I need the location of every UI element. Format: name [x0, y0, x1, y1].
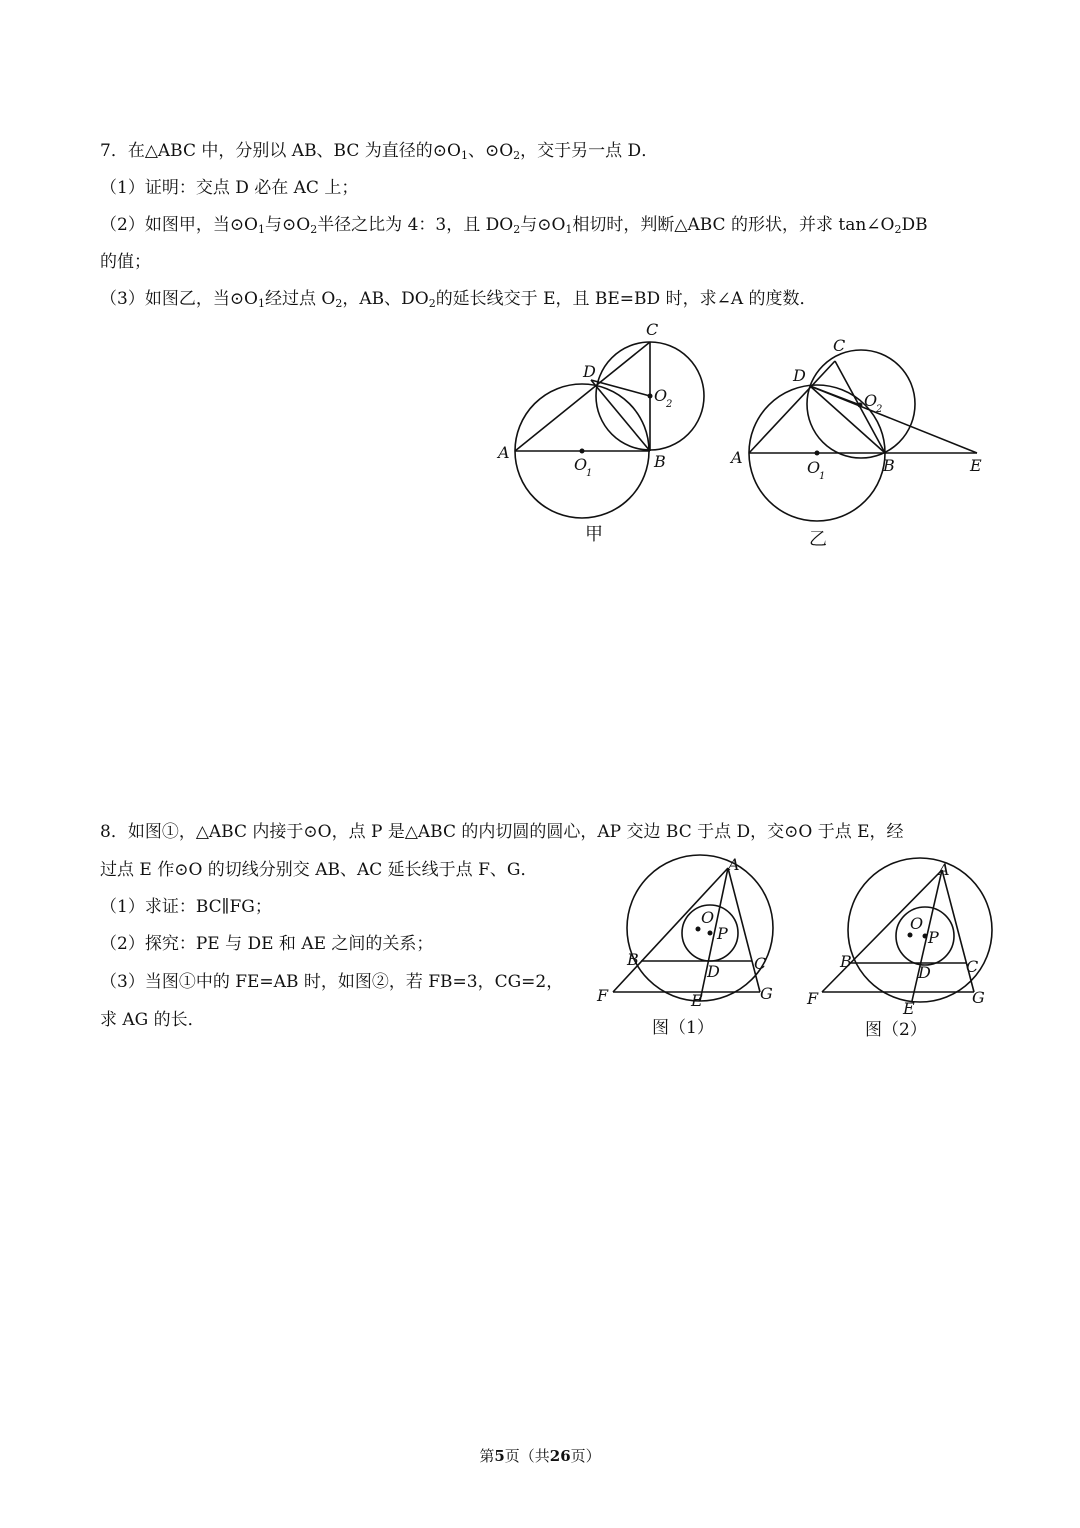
label-o1: O	[807, 458, 821, 477]
label-o2: O	[864, 391, 878, 410]
label-d: D	[918, 963, 931, 982]
q8-part1: （1）求证：BC∥FG；	[100, 897, 272, 917]
label-p: P	[928, 928, 939, 947]
q8-part3b: 求 AG 的长．	[100, 1010, 205, 1030]
label-g: G	[972, 988, 985, 1007]
q7-part3: （3）如图乙，当$⊙O_1$经过点 $O_2$，AB、$DO_2$的延长线交于 E，且 BE=BD 时，求∠A 的度数．	[100, 289, 817, 310]
label-c: C	[966, 957, 979, 976]
segment-ac	[515, 342, 650, 451]
label-b: B	[883, 456, 895, 475]
label-o1: O	[574, 455, 588, 474]
label-o1-sub: 1	[586, 468, 593, 479]
page-total: 26	[549, 1447, 571, 1465]
label-o1-sub: 1	[819, 471, 826, 482]
label-o: O	[910, 914, 924, 933]
q7-part1: （1）证明：交点 D 必在 AC 上；	[100, 178, 359, 198]
label-e: E	[970, 456, 982, 475]
label-a: A	[938, 860, 950, 879]
label-e: E	[903, 999, 915, 1018]
q8-line1: 8．如图①，△ABC 内接于⊙O，点 P 是△ABC 的内切圆的圆心，AP 交边 BC 于点 D，交⊙O 于点 E，经	[100, 822, 904, 842]
page-footer: 第5页（共26页）	[479, 1447, 601, 1465]
center-o1-dot	[815, 451, 820, 456]
label-a: A	[731, 448, 743, 467]
center-o-dot	[696, 927, 701, 932]
label-b: B	[627, 950, 639, 969]
segment-do2	[591, 380, 650, 396]
center-p-dot	[923, 934, 928, 939]
label-o: O	[701, 908, 715, 927]
label-d: D	[793, 366, 806, 385]
label-d: D	[583, 362, 596, 381]
label-b: B	[654, 452, 666, 471]
q8-part3: （3）当图①中的 FE=AB 时，如图②，若 FB=3，CG=2，	[100, 972, 564, 992]
label-a: A	[498, 443, 510, 462]
label-c: C	[754, 954, 767, 973]
q7-stem: 7．在△ABC 中，分别以 AB、BC 为直径的$⊙O_1$、$⊙O_2$，交于另一点 D．	[100, 141, 659, 162]
label-f: F	[807, 989, 819, 1008]
caption-2: 图（2）	[865, 1020, 927, 1040]
figure-1	[590, 855, 790, 1045]
q7-part2: （2）如图甲，当$⊙O_1$与$⊙O_2$半径之比为 4：3，且 $DO_2$与$⊙O_1$相切时，判断△ABC 的形状，并求 $\tan\angle O_2DB$	[100, 215, 928, 236]
label-o2-sub: 2	[876, 404, 883, 415]
label-p: P	[717, 924, 728, 943]
segment-ag	[728, 868, 760, 992]
segment-ac	[749, 361, 835, 453]
caption-1: 图（1）	[652, 1018, 714, 1038]
label-d: D	[707, 962, 720, 981]
caption-jia: 甲	[585, 524, 603, 545]
center-o1-dot	[580, 449, 585, 454]
label-g: G	[760, 984, 773, 1003]
q8-part2: （2）探究：PE 与 DE 和 AE 之间的关系；	[100, 934, 434, 954]
caption-yi: 乙	[809, 529, 827, 550]
label-a: A	[728, 855, 740, 874]
label-b: B	[840, 952, 852, 971]
center-p-dot	[708, 931, 713, 936]
label-e: E	[691, 991, 703, 1010]
center-o-dot	[908, 933, 913, 938]
label-f: F	[597, 986, 609, 1005]
label-c: C	[833, 336, 846, 355]
figure-jia	[490, 315, 720, 555]
center-o2-dot	[648, 394, 653, 399]
figure-yi	[725, 325, 995, 555]
label-c: C	[646, 320, 659, 339]
q8-line2: 过点 E 作⊙O 的切线分别交 AB、AC 延长线于点 F、G．	[100, 860, 538, 880]
page-number: 5	[494, 1447, 505, 1465]
q7-part2-tail: 的值；	[100, 252, 151, 272]
label-o2-sub: 2	[666, 399, 673, 410]
figure-2	[800, 855, 1000, 1045]
center-o2-dot	[858, 403, 863, 408]
label-o2: O	[654, 386, 668, 405]
